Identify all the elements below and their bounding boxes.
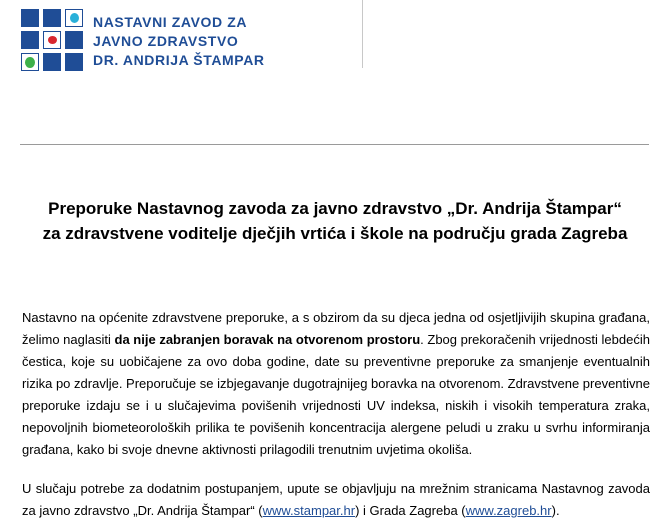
paragraph2-text-c: ). bbox=[551, 503, 560, 518]
institute-name-line-2: JAVNO ZDRAVSTVO bbox=[93, 33, 239, 49]
paragraph2-text-b: ) i Grada Zagreba ( bbox=[355, 503, 466, 518]
institute-name bbox=[93, 13, 265, 70]
header-divider bbox=[20, 144, 649, 145]
paragraph2-text-a: U slučaju potrebe za dodatnim postupanjem, upute se objavljuju na mrežnim stranicama Nastavnog zavoda za javno zdravstvo „Dr. Andrija Štampar“ ( bbox=[22, 481, 650, 518]
zagreb-link[interactable]: www.zagreb.hr bbox=[465, 503, 552, 518]
stampar-link[interactable]: www.stampar.hr bbox=[262, 503, 356, 518]
institute-name-line-3: DR. ANDRIJA ŠTAMPAR bbox=[93, 52, 265, 68]
institute-name-line-1: NASTAVNI ZAVOD ZA bbox=[93, 14, 248, 30]
document-title bbox=[20, 196, 650, 246]
paragraph1-text-a: Nastavno na općenite zdravstvene preporuke, a s obzirom da su djeca jedna od osjetljivijih skupina građana, želimo naglasiti bbox=[22, 310, 650, 347]
title-line-2: za zdravstvene voditelje dječjih vrtića i škole na području grada Zagreba bbox=[42, 224, 628, 243]
paragraph-recommendations bbox=[22, 307, 650, 461]
institute-logo-icon bbox=[21, 9, 85, 73]
paragraph-instructions bbox=[22, 478, 650, 522]
document-body bbox=[22, 307, 650, 522]
paragraph1-text-b: . Zbog prekoračenih vrijednosti lebdećih čestica, koje su uobičajene za ovo doba godine, date su preventivne preporuke za smanjenje eventualnih rizika po zdravlje. Preporučuje se izbjegavanje dugotrajnijeg boravka na otvorenom. Zdravstvene preventivne preporuke izdaju se i u slučajevima povišenih vrijednosti UV indeksa, niskih i visokih temperatura zraka, nepovoljnih biometeoroloških prilika te povišenih koncentracija alergene peludi u zraku u svrhu informiranja građana, kako bi svoje dnevne aktivnosti prilagodili trenutnim uvjetima okoliša. bbox=[22, 332, 650, 457]
header-divider-vertical bbox=[362, 0, 363, 68]
paragraph1-emphasis: da nije zabranjen boravak na otvorenom prostoru bbox=[114, 332, 421, 347]
title-line-1: Preporuke Nastavnog zavoda za javno zdravstvo „Dr. Andrija Štampar“ bbox=[48, 199, 622, 218]
